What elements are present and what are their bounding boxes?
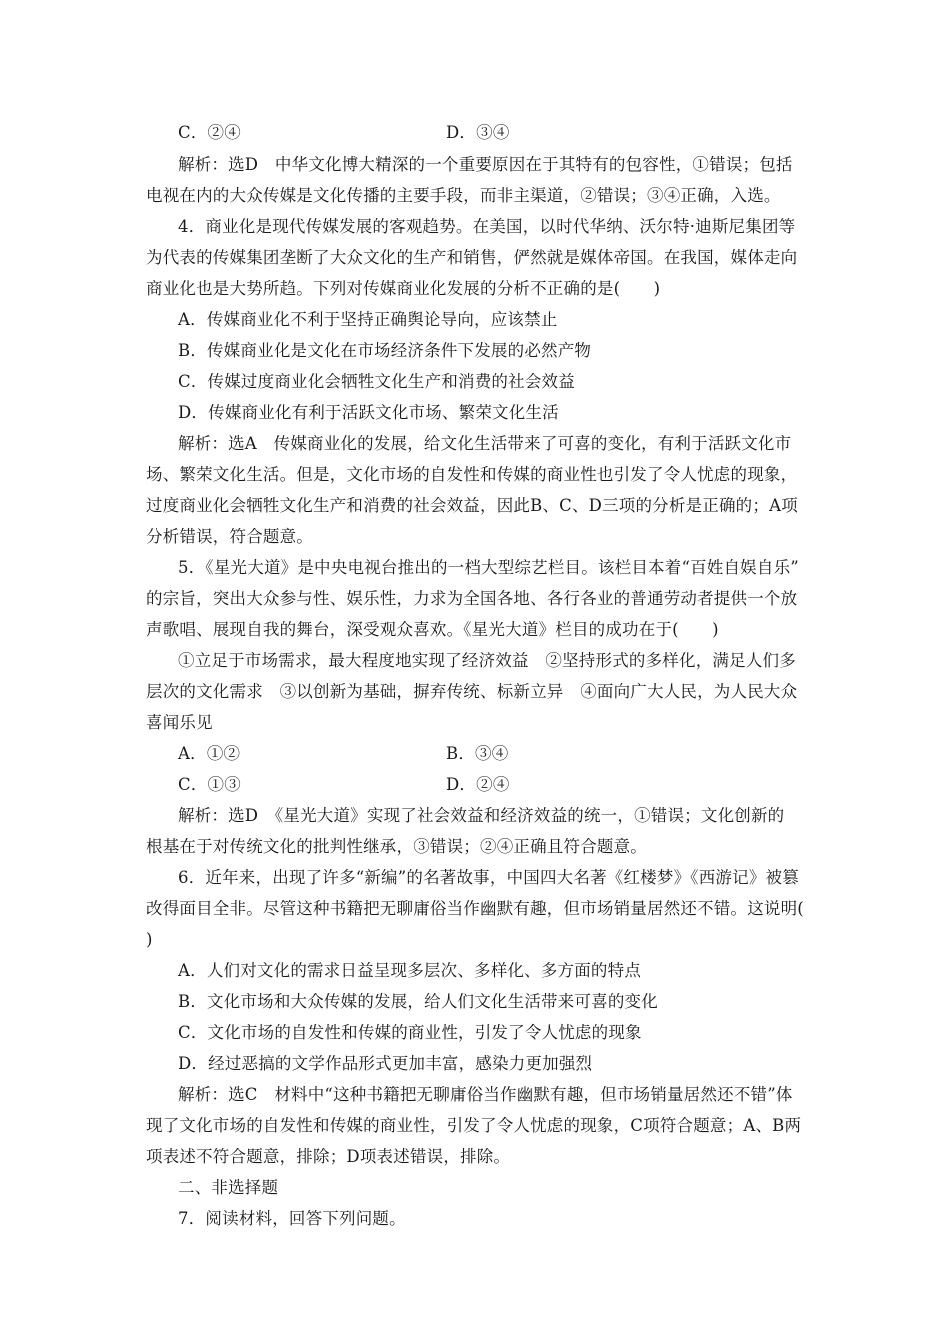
q4-analysis-line: 场、繁荣文化生活。但是，文化市场的自发性和传媒的商业性也引发了令人忧虑的现象， xyxy=(146,465,798,484)
q4-option-c: C．传媒过度商业化会牺牲文化生产和消费的社会效益 xyxy=(178,372,575,391)
q5-items-line: ①立足于市场需求，最大程度地实现了经济效益 ②坚持形式的多样化，满足人们多 xyxy=(178,651,796,670)
q5-items-line: 喜闻乐见 xyxy=(146,713,213,732)
q6-stem-line: 改得面目全非。尽管这种书籍把无聊庸俗当作幽默有趣，但市场销量居然还不错。这说明( xyxy=(146,899,804,918)
q6-analysis-line: 项表述不符合题意，排除；D项表述错误，排除。 xyxy=(146,1147,511,1166)
q7-stem: 7．阅读材料，回答下列问题。 xyxy=(178,1209,406,1228)
q6-option-c: C．文化市场的自发性和传媒的商业性，引发了令人忧虑的现象 xyxy=(178,1023,642,1042)
q5-stem-line: 声歌唱、展现自我的舞台，深受观众喜欢。《星光大道》栏目的成功在于( ) xyxy=(146,620,719,639)
q4-stem-line: 为代表的传媒集团垄断了大众文化的生产和销售，俨然就是媒体帝国。在我国，媒体走向 xyxy=(146,248,798,267)
q5-option-d: D．②④ xyxy=(446,775,510,794)
q6-analysis-line: 现了文化市场的自发性和传媒的商业性，引发了令人忧虑的现象，C项符合题意；A、B两 xyxy=(146,1116,802,1135)
q6-option-b: B．文化市场和大众传媒的发展，给人们文化生活带来可喜的变化 xyxy=(178,992,658,1011)
q3-analysis-line: 解析：选D 中华文化博大精深的一个重要原因在于其特有的包容性，①错误；包括 xyxy=(178,155,793,174)
section-heading: 二、非选择题 xyxy=(178,1178,279,1197)
q4-analysis-line: 过度商业化会牺牲文化生产和消费的社会效益，因此B、C、D三项的分析是正确的；A项 xyxy=(146,496,798,515)
q6-analysis-line: 解析：选C 材料中“这种书籍把无聊庸俗当作幽默有趣，但市场销量居然还不错”体 xyxy=(178,1085,793,1104)
q3-option-d: D．③④ xyxy=(446,123,510,142)
q6-stem-line: ) xyxy=(146,930,153,949)
q4-stem-line: 商业化也是大势所趋。下列对传媒商业化发展的分析不正确的是( ) xyxy=(146,279,661,298)
q5-stem-line: 的宗旨，突出大众参与性、娱乐性，力求为全国各地、各行各业的普通劳动者提供一个放 xyxy=(146,589,798,608)
q3-option-c: C．②④ xyxy=(178,123,241,142)
q4-analysis-line: 分析错误，符合题意。 xyxy=(146,527,313,546)
q4-option-a: A．传媒商业化不利于坚持正确舆论导向，应该禁止 xyxy=(178,310,558,329)
q4-option-d: D．传媒商业化有利于活跃文化市场、繁荣文化生活 xyxy=(178,403,559,422)
q5-option-c: C．①③ xyxy=(178,775,241,794)
q3-analysis-line: 电视在内的大众传媒是文化传播的主要手段，而非主渠道，②错误；③④正确，入选。 xyxy=(146,186,781,205)
q5-stem-line: 5．《星光大道》是中央电视台推出的一档大型综艺栏目。该栏目本着“百姓自娱自乐” xyxy=(178,558,799,577)
q6-option-a: A．人们对文化的需求日益呈现多层次、多样化、多方面的特点 xyxy=(178,961,642,980)
q6-option-d: D．经过恶搞的文学作品形式更加丰富，感染力更加强烈 xyxy=(178,1054,593,1073)
q5-items-line: 层次的文化需求 ③以创新为基础，摒弃传统、标新立异 ④面向广大人民，为人民大众 xyxy=(146,682,798,701)
q5-analysis-line: 解析：选D 《星光大道》实现了社会效益和经济效益的统一，①错误；文化创新的 xyxy=(178,806,785,825)
q4-analysis-line: 解析：选A 传媒商业化的发展，给文化生活带来了可喜的变化，有利于活跃文化市 xyxy=(178,434,792,453)
q5-option-a: A．①② xyxy=(178,744,241,763)
q6-stem-line: 6．近年来，出现了许多“新编”的名著故事，中国四大名著《红楼梦》《西游记》被篡 xyxy=(178,868,799,887)
q5-option-b: B．③④ xyxy=(446,744,509,763)
q4-stem-line: 4．商业化是现代传媒发展的客观趋势。在美国，以时代华纳、沃尔特·迪斯尼集团等 xyxy=(178,217,796,236)
q4-option-b: B．传媒商业化是文化在市场经济条件下发展的必然产物 xyxy=(178,341,592,360)
q5-analysis-line: 根基在于对传统文化的批判性继承，③错误；②④正确且符合题意。 xyxy=(146,837,647,856)
